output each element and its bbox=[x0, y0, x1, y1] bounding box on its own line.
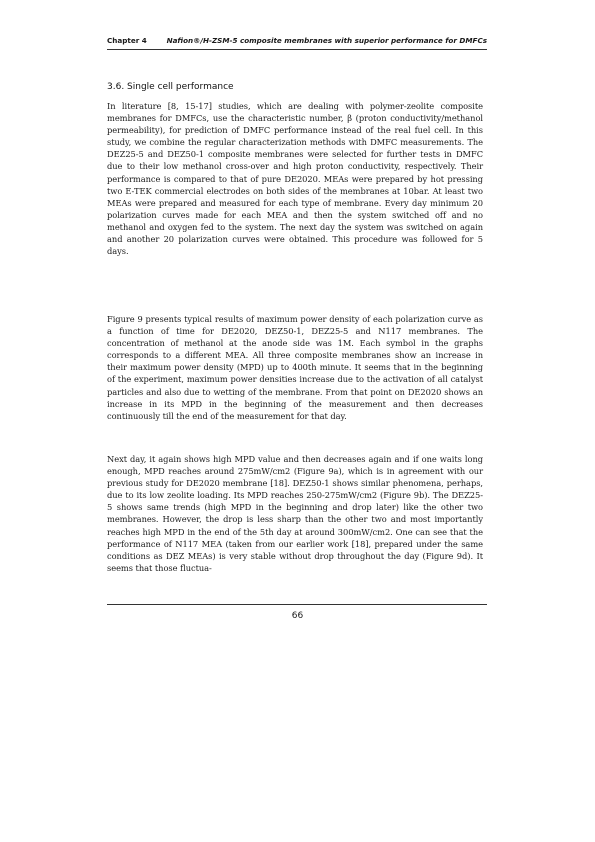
chapter-label: Chapter 4 bbox=[107, 36, 147, 45]
page-number: 66 bbox=[291, 611, 304, 621]
body-paragraph: In literature [8, 15-17] studies, which are dealing with polymer-zeolite composite membranes for DMFCs, use the characteristic number, β (proton conductivity/methanol permeability), for prediction of DMFC performance instead of the real fuel cell. In this study, we combine the regular characterization methods with DMFC measurements. The DEZ25-5 and DEZ50-1 composite membranes were selected for further tests in DMFC due to their low methanol cross-over and high proton conductivity, respectively. Their performance is compared to that of pure DE2020. MEAs were prepared by hot pressing two E-TEK commercial electrodes on both sides of the membranes at 10bar. At least two MEAs were prepared and measured for each type of membrane. Every day minimum 20 polarization curves made for each MEA and then the system switched off and no methanol and oxygen fed to the system. The next day the system was switched on again and another 20 polarization curves were obtained. This procedure was followed for 5 days. bbox=[107, 101, 483, 257]
footer-rule bbox=[107, 604, 487, 605]
body-paragraph: Next day, it again shows high MPD value and then decreases again and if one waits long enough, MPD reaches around 275mW/cm2 (Figure 9a), which is in agreement with our previous study for DE2020 membrane [18]. DEZ50-1 shows similar phenomena, perhaps, due to its low zeolite loading. Its MPD reaches 250-275mW/cm2 (Figure 9b). The DEZ25-5 shows same trends (high MPD in the beginning and drop later) like the other two membranes. However, the drop is less sharp than the other two and most importantly reaches high MPD in the end of the 5th day at around 300mW/cm2. One can see that the performance of N117 MEA (taken from our earlier work [18], prepared under the same conditions as DEZ MEAs) is very stable without drop throughout the day (Figure 9d). It seems that those fluctua- bbox=[107, 454, 483, 573]
header-rule bbox=[107, 49, 487, 50]
section-heading: 3.6. Single cell performance bbox=[107, 82, 234, 92]
body-paragraph: Figure 9 presents typical results of maximum power density of each polarization curve as a function of time for DE2020, DEZ50-1, DEZ25-5 and N117 membranes. The concentration of methanol at the anode side was 1M. Each symbol in the graphs corresponds to a different MEA. All three composite membranes show an increase in their maximum power density (MPD) up to 400th minute. It seems that in the beginning of the experiment, maximum power densities increase due to the activation of all catalyst particles and also due to wetting of the membrane. From that point on DE2020 shows an increase in its MPD in the beginning of the measurement and then decreases continuously till the end of the measurement for that day. bbox=[107, 314, 483, 421]
running-title: Nafion®/H-ZSM-5 composite membranes with superior performance for DMFCs bbox=[166, 36, 487, 45]
page-header bbox=[107, 36, 487, 50]
